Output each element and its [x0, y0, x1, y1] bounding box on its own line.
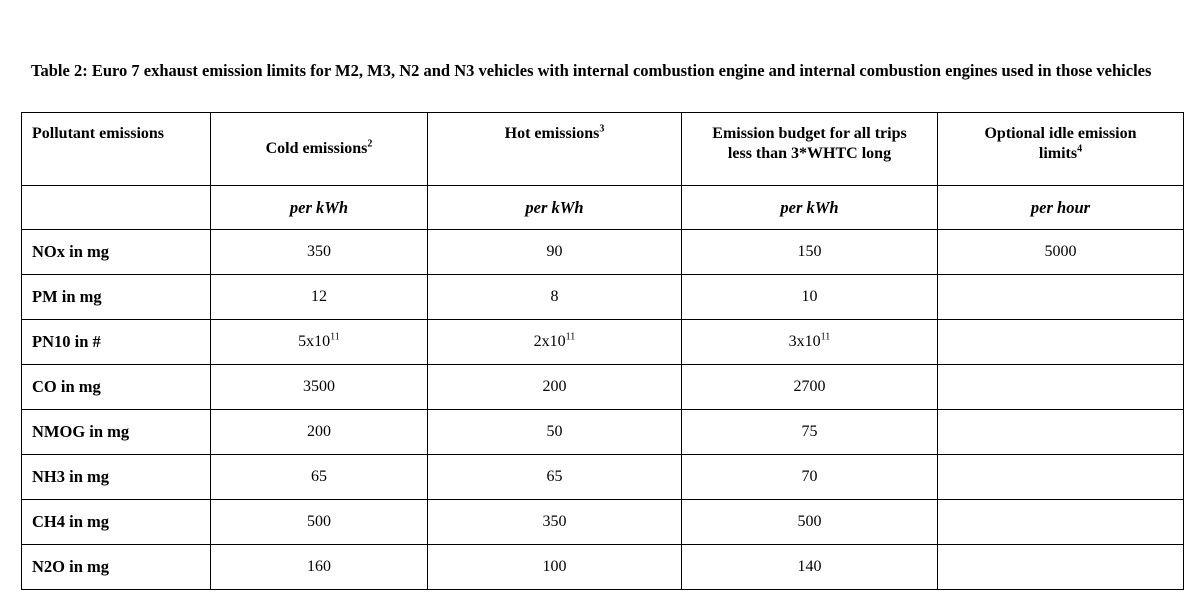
table-row [22, 500, 1184, 545]
row-budget-value: 500 [682, 500, 938, 545]
pollutant-label: NOx in mg [32, 242, 110, 261]
value-base: 5x10 [298, 333, 331, 350]
table-caption: Table 2: Euro 7 exhaust emission limits for M2, M3, N2 and N3 vehicles with internal combustion engine and internal combustion engines used in those vehicles [31, 61, 1152, 80]
header-idle-line1: Optional idle emission [984, 125, 1137, 142]
footnote-marker: 4 [1077, 143, 1083, 155]
footnote-marker: 3 [599, 123, 605, 135]
unit-idle: per hour [938, 186, 1184, 230]
row-cold-value: 160 [211, 545, 428, 590]
table-row [22, 410, 1184, 455]
header-budget-line2: less than 3*WHTC long [727, 145, 892, 162]
table-row [22, 545, 1184, 590]
row-hot-value: 350 [428, 500, 682, 545]
header-budget-line1: Emission budget for all trips [712, 125, 907, 142]
value-base: 2x10 [533, 333, 566, 350]
table-row [22, 365, 1184, 410]
table-row [22, 275, 1184, 320]
table-row [22, 230, 1184, 275]
header-pollutant-label: Pollutant emissions [32, 125, 165, 142]
row-pollutant [22, 455, 211, 500]
pollutant-label: PM in mg [32, 287, 102, 306]
value-exponent: 11 [820, 331, 831, 343]
header-hot-label: Hot emissions [504, 125, 600, 142]
row-cold-value: 200 [211, 410, 428, 455]
row-budget-value: 150 [682, 230, 938, 275]
row-budget-value: 140 [682, 545, 938, 590]
row-cold-value: 12 [211, 275, 428, 320]
row-hot-value: 200 [428, 365, 682, 410]
row-pollutant [22, 230, 211, 275]
row-hot-value: 100 [428, 545, 682, 590]
row-pollutant [22, 500, 211, 545]
value-exponent: 11 [330, 331, 340, 343]
header-idle [938, 113, 1184, 186]
row-pollutant [22, 365, 211, 410]
row-idle-value [938, 365, 1184, 410]
row-cold-value: 3500 [211, 365, 428, 410]
header-cold [211, 113, 428, 186]
row-pollutant [22, 320, 211, 365]
row-idle-value [938, 455, 1184, 500]
unit-budget: per kWh [682, 186, 938, 230]
pollutant-label: NMOG in mg [32, 422, 130, 441]
unit-cold: per kWh [211, 186, 428, 230]
row-pollutant [22, 275, 211, 320]
header-pollutant [22, 113, 211, 186]
row-cold-value: 350 [211, 230, 428, 275]
row-idle-value [938, 275, 1184, 320]
row-hot-value [428, 320, 682, 365]
table-row [22, 320, 1184, 365]
row-pollutant [22, 410, 211, 455]
emission-limits-table [21, 112, 1184, 590]
row-idle-value [938, 320, 1184, 365]
row-budget-value: 70 [682, 455, 938, 500]
row-hot-value: 50 [428, 410, 682, 455]
value-base: 3x10 [788, 333, 821, 350]
unit-hot: per kWh [428, 186, 682, 230]
pollutant-label: PN10 in # [32, 332, 101, 351]
row-hot-value: 90 [428, 230, 682, 275]
value-exponent: 11 [565, 331, 576, 343]
row-hot-value: 8 [428, 275, 682, 320]
row-cold-value [211, 320, 428, 365]
row-pollutant [22, 545, 211, 590]
row-idle-value [938, 410, 1184, 455]
units-row [22, 186, 1184, 230]
row-cold-value: 65 [211, 455, 428, 500]
row-budget-value: 10 [682, 275, 938, 320]
pollutant-label: CO in mg [32, 377, 101, 396]
header-hot [428, 113, 682, 186]
row-budget-value [682, 320, 938, 365]
pollutant-label: N2O in mg [32, 557, 110, 576]
row-hot-value: 65 [428, 455, 682, 500]
table-header-row [22, 113, 1184, 186]
header-cold-label: Cold emissions [265, 140, 368, 157]
units-empty-cell [22, 186, 211, 230]
row-budget-value: 2700 [682, 365, 938, 410]
footnote-marker: 2 [367, 138, 373, 150]
row-idle-value [938, 545, 1184, 590]
pollutant-label: NH3 in mg [32, 467, 110, 486]
header-budget [682, 113, 938, 186]
header-idle-line2: limits [1038, 145, 1078, 162]
pollutant-label: CH4 in mg [32, 512, 110, 531]
row-idle-value: 5000 [938, 230, 1184, 275]
row-cold-value: 500 [211, 500, 428, 545]
row-budget-value: 75 [682, 410, 938, 455]
row-idle-value [938, 500, 1184, 545]
table-row [22, 455, 1184, 500]
